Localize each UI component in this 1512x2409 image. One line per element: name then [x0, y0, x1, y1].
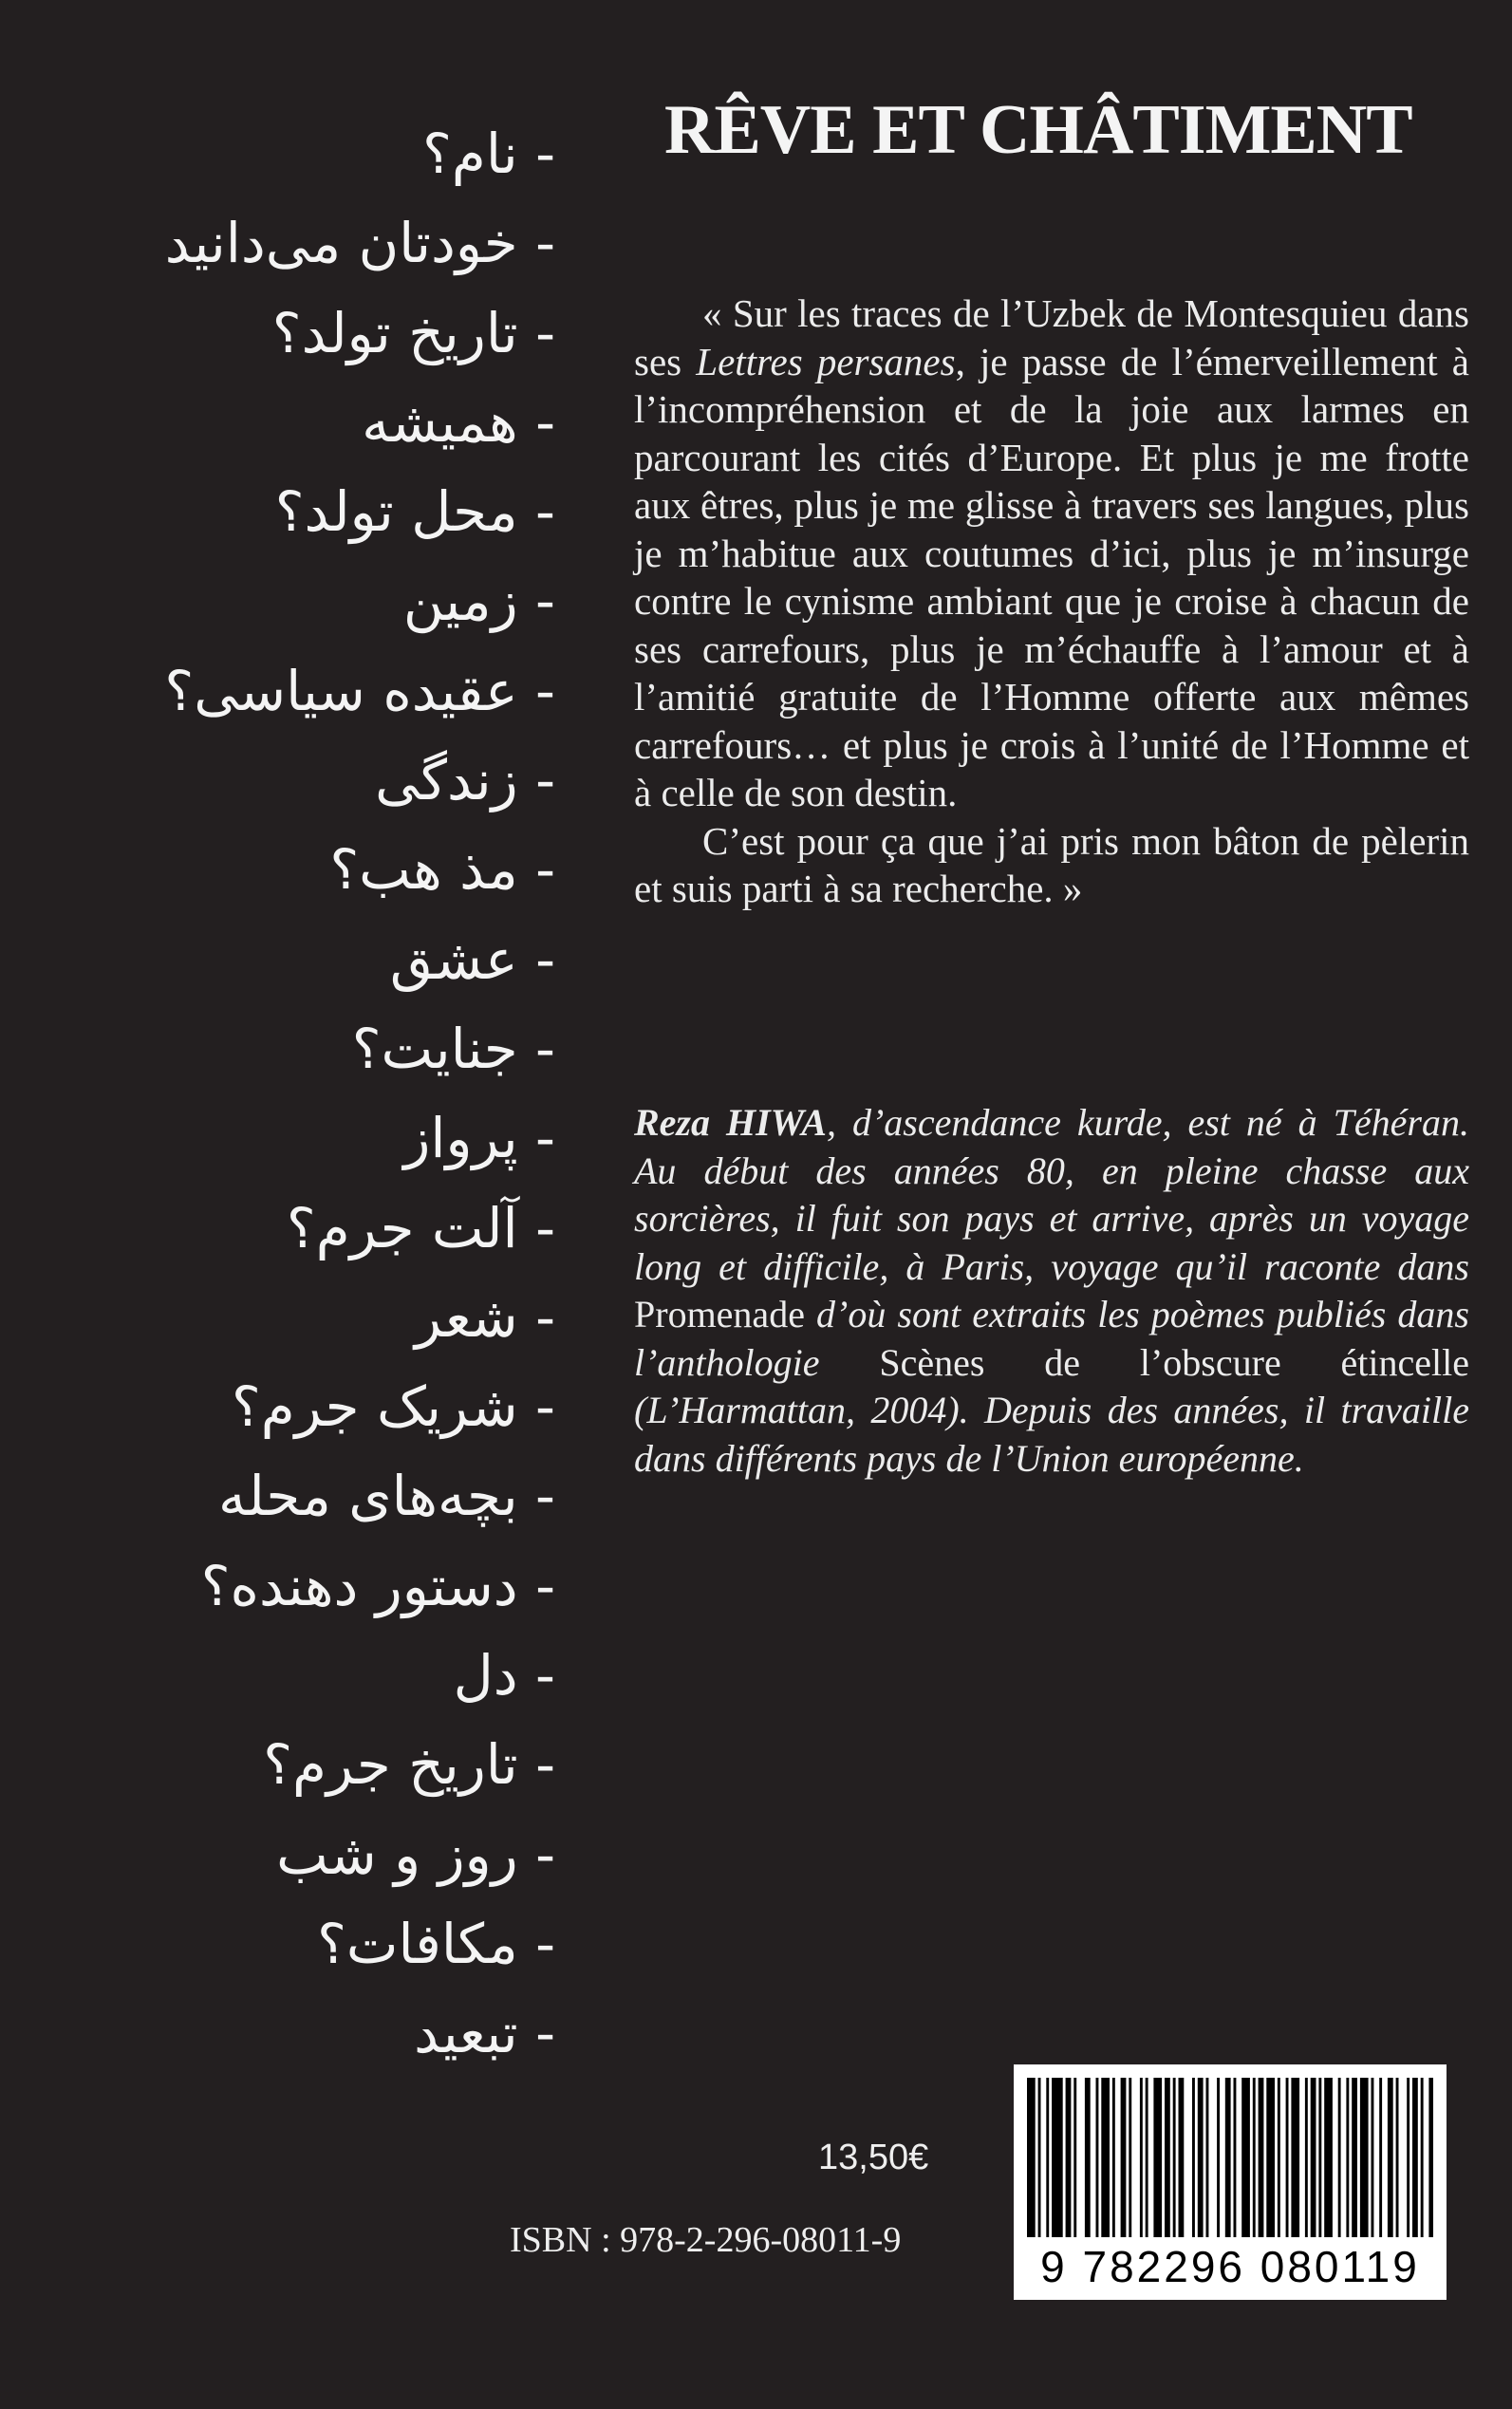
barcode-bar — [1305, 2078, 1308, 2237]
barcode-bar — [1046, 2078, 1049, 2237]
barcode-bar — [1027, 2078, 1036, 2237]
persian-line: - تبعید — [414, 2001, 555, 2066]
persian-dialogue — [38, 109, 555, 2079]
quote-paragraph-1 — [634, 289, 1469, 817]
barcode-bar — [1428, 2078, 1433, 2237]
persian-line: - شعر — [415, 1284, 555, 1350]
persian-line: - دستور دهنده؟ — [200, 1553, 555, 1618]
barcode-bar — [1311, 2078, 1316, 2237]
barcode-bar — [1052, 2078, 1063, 2237]
barcode-bar — [1146, 2078, 1148, 2237]
barcode-bar — [1379, 2078, 1382, 2237]
bio-text-1: , d’ascendance kurde, est né à Téhéran. Au début des années 80, en pleine chasse aux sorcières, il fuit son pays et arrive, après un voyage long et difficile, à Paris, voyage qu’il raconte dans — [634, 1101, 1469, 1288]
barcode-bar — [1096, 2078, 1099, 2237]
barcode-bar — [1241, 2078, 1250, 2237]
blurb-quote — [634, 289, 1469, 913]
barcode-bar — [1266, 2078, 1275, 2237]
isbn: ISBN : 978-2-296-08011-9 — [510, 2220, 902, 2260]
barcode-bar — [1073, 2078, 1076, 2237]
quote-text-a: « Sur les traces de l’Uzbek de Montesquieu dans ses — [634, 291, 1469, 383]
barcode-bar — [1217, 2078, 1220, 2237]
barcode-bar — [1140, 2078, 1143, 2237]
barcode-bar — [1372, 2078, 1374, 2237]
barcode-bar — [1121, 2078, 1127, 2237]
quote-paragraph-2: C’est pour ça que j’ai pris mon bâton de pèlerin et suis parti à sa recherche. » — [634, 818, 1469, 910]
persian-line: - تاریخ تولد؟ — [271, 300, 555, 365]
barcode-bar — [1346, 2078, 1349, 2237]
barcode-bar — [1179, 2078, 1185, 2237]
barcode-bar — [1396, 2078, 1399, 2237]
barcode-bar — [1407, 2078, 1409, 2237]
barcode-bar — [1286, 2078, 1289, 2237]
persian-line: - همیشه — [362, 389, 555, 455]
barcode-bar — [1038, 2078, 1041, 2237]
barcode-bar — [1291, 2078, 1299, 2237]
bio-book-1: Promenade — [634, 1293, 805, 1335]
barcode-digits: 9 782296 080119 — [1040, 2242, 1420, 2291]
barcode-bar — [1388, 2078, 1393, 2237]
persian-line: - مکافات؟ — [317, 1911, 555, 1976]
barcode-bar — [1153, 2078, 1162, 2237]
barcode-bar — [1234, 2078, 1237, 2237]
price: 13,50€ — [818, 2138, 929, 2177]
barcode-bar — [1165, 2078, 1170, 2237]
barcode-bar — [1173, 2078, 1176, 2237]
persian-line: - دل — [453, 1643, 555, 1709]
bio-book-2: Scènes de l’obscure étincelle — [879, 1340, 1470, 1384]
barcode-bar — [1278, 2078, 1280, 2237]
barcode-bar — [1324, 2078, 1333, 2237]
persian-line: - پرواز — [403, 1106, 555, 1171]
persian-line: - آلت جرم؟ — [286, 1195, 555, 1261]
author-name: Reza HIWA — [634, 1101, 827, 1144]
barcode-bar — [1352, 2078, 1357, 2237]
persian-line: - مذ هب؟ — [329, 837, 555, 903]
bio-text-2: d’où sont extraits les poèmes publiés dans l’anthologie — [634, 1293, 1469, 1384]
persian-line: - عقیده سیاسی؟ — [164, 658, 555, 723]
persian-line: - روز و شب — [276, 1821, 555, 1887]
author-bio — [634, 1099, 1469, 1483]
barcode-bar — [1112, 2078, 1115, 2237]
quote-text-b: , je passe de l’émerveillement à l’incompréhension et de la joie aux larmes en parcourant les cités d’Europe. Et plus je me frotte aux êtres, plus je me glisse à travers ses langues, plus je m’habitue aux coutumes d’ici, plus je m’insurge contre le cynisme ambiant que je croise à chacun de ses carrefours, plus je m’échauffe à l’amour et à l’amitié gratuite de l’Homme offerte aux mêmes carrefours… et plus je crois à l’unité de l’Homme et à celle de son destin. — [634, 339, 1470, 814]
bio-text-3: (L’Harmattan, 2004). Depuis des années, il travaille dans différents pays de l’Union européenne. — [634, 1389, 1469, 1480]
barcode-bar — [1085, 2078, 1091, 2237]
barcode-bar — [1421, 2078, 1424, 2237]
barcode-bar — [1225, 2078, 1231, 2237]
barcode — [1014, 2064, 1447, 2300]
barcode-bar — [1192, 2078, 1195, 2237]
persian-line: - بچه‌های محله — [218, 1464, 555, 1529]
barcode-bar — [1066, 2078, 1072, 2237]
persian-line: - زندگی — [375, 748, 555, 813]
barcode-bar — [1198, 2078, 1204, 2237]
persian-line: - عشق — [389, 926, 555, 992]
barcode-bar — [1338, 2078, 1341, 2237]
barcode-bar — [1253, 2078, 1256, 2237]
quote-book-ref: Lettres persanes — [696, 339, 956, 383]
persian-line: - خودتان می‌دانید — [164, 211, 555, 276]
barcode-bar — [1412, 2078, 1418, 2237]
persian-line: - نام؟ — [422, 121, 555, 186]
book-title: RÊVE ET CHÂTIMENT — [664, 91, 1412, 169]
barcode-bar — [1129, 2078, 1131, 2237]
persian-line: - شریک جرم؟ — [231, 1374, 555, 1440]
barcode-bar — [1259, 2078, 1264, 2237]
barcode-bar — [1318, 2078, 1321, 2237]
barcode-bar — [1206, 2078, 1209, 2237]
persian-line: - جنایت؟ — [351, 1016, 555, 1081]
persian-line: - زمین — [402, 569, 555, 634]
persian-line: - محل تولد؟ — [274, 479, 555, 545]
persian-line: - تاریخ جرم؟ — [263, 1732, 555, 1798]
barcode-bar — [1101, 2078, 1110, 2237]
barcode-bar — [1360, 2078, 1369, 2237]
